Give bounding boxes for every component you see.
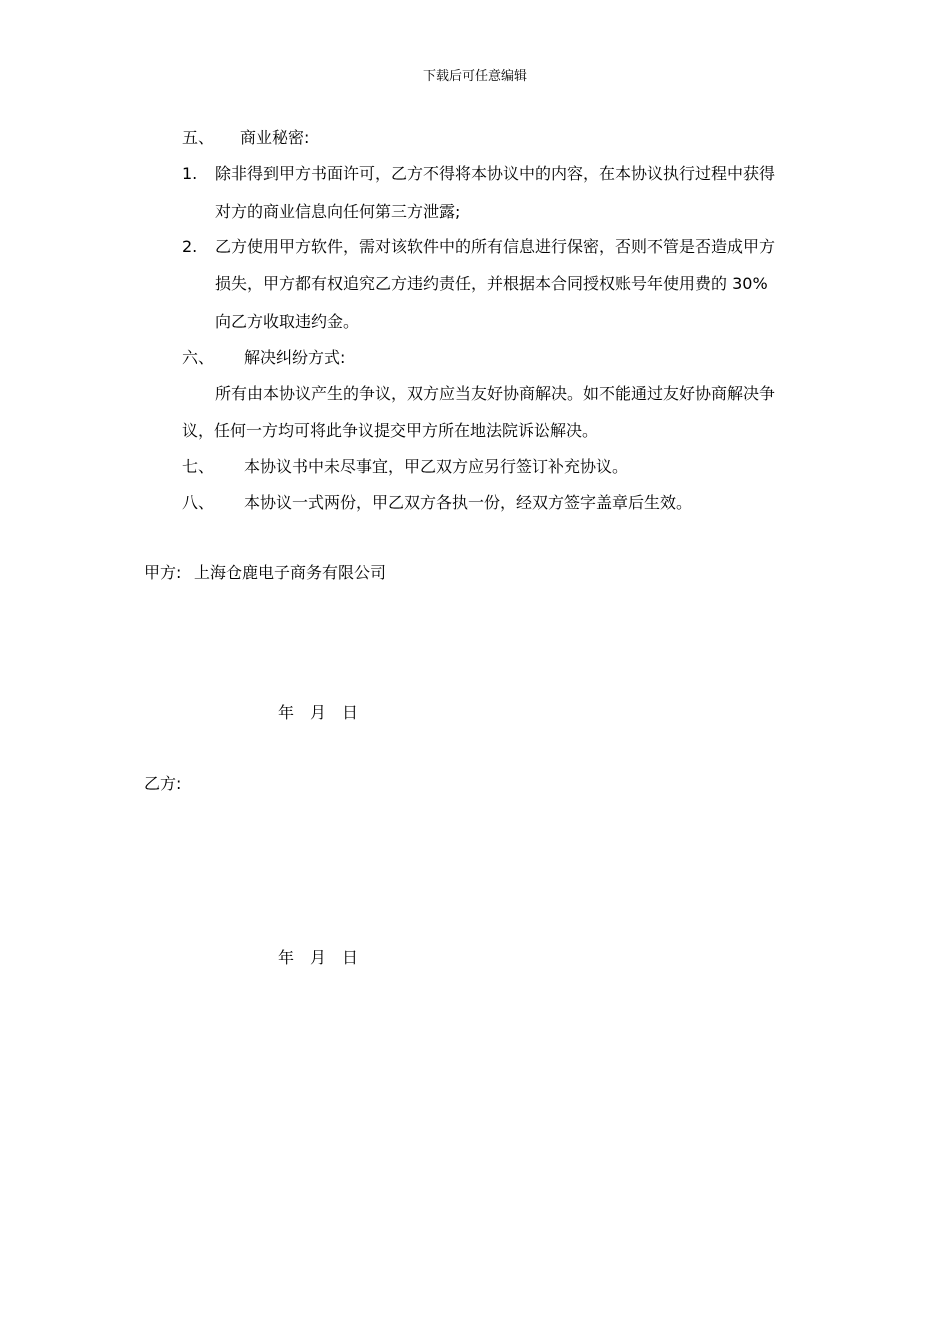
header-note: 下载后可任意编辑 (422, 69, 527, 84)
section-5-title: 商业秘密: (240, 128, 310, 147)
clause-5-2-line-3: 向乙方收取违约金。 (215, 312, 360, 331)
section-6-number: 六、 (182, 348, 215, 367)
clause-5-2-line-2: 损失，甲方都有权追究乙方违约责任，并根据本合同授权账号年使用费的 30% (215, 274, 768, 293)
section-8-number: 八、 (182, 493, 215, 512)
clause-5-1-line-1: 除非得到甲方书面许可，乙方不得将本协议中的内容，在本协议执行过程中获得 (215, 164, 776, 183)
party-a-name: 上海仓鹿电子商务有限公司 (194, 563, 387, 582)
clause-5-2-number: 2. (182, 237, 198, 256)
section-5-number: 五、 (182, 128, 215, 147)
party-b-date: 年 月 日 (278, 948, 359, 967)
clause-5-1-number: 1. (182, 164, 198, 183)
clause-5-1-line-2: 对方的商业信息向任何第三方泄露; (215, 202, 461, 221)
party-a-label: 甲方: (144, 563, 182, 582)
section-6-line-1: 所有由本协议产生的争议，双方应当友好协商解决。如不能通过友好协商解决争 (215, 384, 776, 403)
section-7-text: 本协议书中未尽事宜，甲乙双方应另行签订补充协议。 (244, 457, 629, 476)
party-b-label: 乙方: (144, 774, 182, 793)
section-7-number: 七、 (182, 457, 215, 476)
clause-5-2-line-1: 乙方使用甲方软件，需对该软件中的所有信息进行保密，否则不管是否造成甲方 (215, 237, 776, 256)
section-8-text: 本协议一式两份，甲乙双方各执一份，经双方签字盖章后生效。 (244, 493, 693, 512)
party-a-date: 年 月 日 (278, 703, 359, 722)
section-6-title: 解决纠纷方式: (244, 348, 346, 367)
section-6-line-2: 议，任何一方均可将此争议提交甲方所在地法院诉讼解决。 (182, 421, 599, 440)
